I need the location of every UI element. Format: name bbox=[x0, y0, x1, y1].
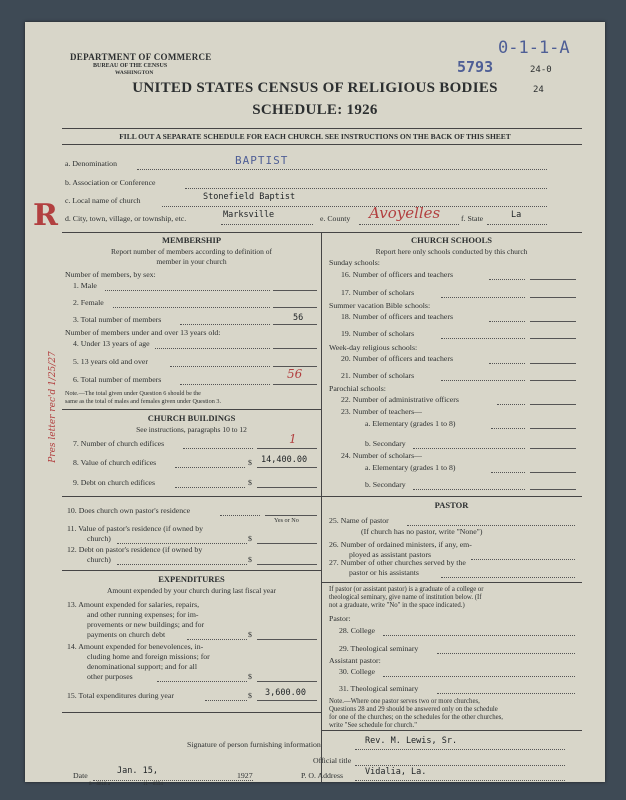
signature-line bbox=[355, 749, 565, 750]
bottom-rule-right bbox=[321, 730, 582, 731]
education-note-2: theological seminary, give name of institution below. (If bbox=[329, 594, 482, 601]
form-title: UNITED STATES CENSUS OF RELIGIOUS BODIES bbox=[132, 80, 498, 96]
members-by-age-label: Number of members under and over 13 years old: bbox=[65, 328, 221, 337]
sunday-schools-label: Sunday schools: bbox=[329, 258, 380, 267]
q3-value: 56 bbox=[293, 313, 304, 323]
reviewer-mark: R bbox=[33, 198, 58, 233]
q19-label: 19. Number of scholars bbox=[341, 329, 415, 338]
city-value: Marksville bbox=[223, 210, 275, 220]
q7-answer-line bbox=[257, 448, 317, 449]
stamp-serial: 5793 bbox=[457, 58, 494, 76]
q9-leader bbox=[175, 487, 245, 488]
membership-note-2: same as the total of males and females given under Question 3. bbox=[65, 398, 222, 405]
q23b-label: b. Secondary bbox=[365, 439, 406, 448]
q14-label: 14. Amount expended for benevolences, in- bbox=[67, 642, 204, 651]
q13-dollar: $ bbox=[248, 630, 252, 639]
q7-leader bbox=[183, 448, 253, 449]
q8-answer-line bbox=[257, 467, 317, 468]
q20-answer-line bbox=[530, 363, 576, 364]
q12-answer-line bbox=[257, 564, 317, 565]
assistant-education-label: Assistant pastor: bbox=[329, 656, 381, 665]
local-name-line bbox=[162, 206, 547, 207]
po-address-line bbox=[355, 780, 565, 781]
q12-label-cont: church) bbox=[87, 555, 111, 564]
q24a-leader bbox=[491, 472, 525, 473]
form-instruction: FILL OUT A SEPARATE SCHEDULE FOR EACH CHURCH. SEE INSTRUCTIONS ON THE BACK OF THIS SHEET bbox=[119, 132, 511, 141]
local-name-value: Stonefield Baptist bbox=[203, 192, 296, 202]
q14-dollar: $ bbox=[248, 672, 252, 681]
city-label: d. City, town, village, or township, etc. bbox=[65, 214, 187, 223]
q10-leader bbox=[220, 515, 260, 516]
q18-answer-line bbox=[530, 321, 576, 322]
pastor-note-4: write "See schedule for church." bbox=[329, 722, 418, 729]
q31-line bbox=[437, 693, 575, 694]
q7-label: 7. Number of church edifices bbox=[73, 439, 165, 448]
form-number-2: 11—8554 bbox=[143, 782, 163, 787]
signature-label: Signature of person furnishing information bbox=[187, 740, 321, 749]
q29-label: 29. Theological seminary bbox=[339, 644, 419, 653]
q14-label-2: cluding home and foreign missions; for bbox=[87, 652, 210, 661]
buildings-subheading: See instructions, paragraphs 10 to 12 bbox=[136, 425, 247, 434]
q23b-leader bbox=[413, 448, 525, 449]
ref-number-1: 24-0 bbox=[530, 65, 552, 75]
q16-answer-line bbox=[530, 279, 576, 280]
schools-heading: CHURCH SCHOOLS bbox=[411, 235, 492, 245]
local-name-label: c. Local name of church bbox=[65, 196, 141, 205]
county-line bbox=[359, 224, 459, 225]
bureau-heading: BUREAU OF THE CENSUS bbox=[93, 63, 168, 69]
q8-value: 14,400.00 bbox=[261, 455, 308, 465]
q12-leader bbox=[117, 564, 247, 565]
q6-leader bbox=[180, 384, 270, 385]
official-title-label: Official title bbox=[313, 756, 352, 765]
q15-value: 3,600.00 bbox=[265, 688, 306, 698]
membership-intro-1: Report number of members according to definition of bbox=[111, 247, 272, 256]
schools-subheading: Report here only schools conducted by this church bbox=[375, 247, 528, 256]
q30-line bbox=[383, 676, 575, 677]
state-value: La bbox=[511, 210, 522, 220]
state-label: f. State bbox=[461, 214, 484, 223]
q15-label: 15. Total expenditures during year bbox=[67, 691, 174, 700]
association-line bbox=[185, 188, 547, 189]
q11-leader bbox=[117, 543, 247, 544]
weekday-schools-label: Week-day religious schools: bbox=[329, 343, 418, 352]
census-schedule-sheet bbox=[25, 22, 605, 787]
q21-leader bbox=[441, 380, 525, 381]
county-label: e. County bbox=[320, 214, 351, 223]
q31-label: 31. Theological seminary bbox=[339, 684, 419, 693]
q10-answer-line bbox=[265, 515, 317, 516]
q22-leader bbox=[497, 404, 525, 405]
pastor-note-3: for one of the churches; on the schedules for the other churches, bbox=[329, 714, 504, 721]
q29-line bbox=[437, 653, 575, 654]
q26-label: 26. Number of ordained ministers, if any, em- bbox=[329, 540, 472, 549]
q22-answer-line bbox=[530, 404, 576, 405]
q13-label-2: and other running expenses; for im- bbox=[87, 610, 199, 619]
q16-leader bbox=[489, 279, 525, 280]
q27-line bbox=[441, 577, 575, 578]
q6-answer-line bbox=[273, 384, 317, 385]
buildings-heading: CHURCH BUILDINGS bbox=[147, 413, 236, 423]
q13-label-4: payments on church debt bbox=[87, 630, 166, 639]
date-label: Date bbox=[73, 771, 88, 780]
date-line bbox=[93, 780, 253, 781]
expenditures-rule bbox=[62, 570, 321, 571]
yes-no-hint: Yes or No bbox=[274, 517, 299, 524]
q22-label: 22. Number of administrative officers bbox=[341, 395, 459, 404]
q26-label-cont: ployed as assistant pastors bbox=[349, 550, 432, 559]
q23-label: 23. Number of teachers— bbox=[341, 407, 422, 416]
q14-label-4: other purposes bbox=[87, 672, 133, 681]
pastor-heading: PASTOR bbox=[434, 500, 469, 510]
q27-label: 27. Number of other churches served by the bbox=[329, 558, 466, 567]
q24a-answer-line bbox=[530, 472, 576, 473]
q9-label: 9. Debt on church edifices bbox=[73, 478, 156, 487]
q4-answer-line bbox=[273, 348, 317, 349]
q16-label: 16. Number of officers and teachers bbox=[341, 270, 454, 279]
q17-answer-line bbox=[530, 297, 576, 298]
q6-label: 6. Total number of members bbox=[73, 375, 162, 384]
state-line bbox=[487, 224, 547, 225]
membership-intro-2: member in your church bbox=[156, 257, 227, 266]
q17-label: 17. Number of scholars bbox=[341, 288, 415, 297]
q10-label: 10. Does church own pastor's residence bbox=[67, 506, 191, 515]
ref-number-2: 24 bbox=[533, 85, 544, 95]
q17-leader bbox=[441, 297, 525, 298]
denomination-value: BAPTIST bbox=[235, 154, 289, 167]
q6-value: 56 bbox=[287, 367, 303, 381]
department-heading: DEPARTMENT OF COMMERCE bbox=[70, 52, 212, 62]
q11-label: 11. Value of pastor's residence (if owned by bbox=[67, 524, 204, 533]
q13-label-3: provements or new buildings; and for bbox=[87, 620, 205, 629]
q30-label: 30. College bbox=[339, 667, 375, 676]
q11-dollar: $ bbox=[248, 534, 252, 543]
q1-label: 1. Male bbox=[73, 281, 97, 290]
q24b-label: b. Secondary bbox=[365, 480, 406, 489]
q14-answer-line bbox=[257, 681, 317, 682]
q24b-leader bbox=[413, 489, 525, 490]
header-rule-bottom bbox=[62, 144, 582, 145]
year-value: 1927 bbox=[237, 771, 253, 780]
form-subtitle: SCHEDULE: 1926 bbox=[252, 102, 378, 118]
header-rule-top bbox=[62, 128, 582, 129]
q23a-answer-line bbox=[530, 428, 576, 429]
q8-dollar: $ bbox=[248, 458, 252, 467]
date-value: Jan. 15, bbox=[117, 766, 158, 776]
q23a-leader bbox=[491, 428, 525, 429]
q14-leader bbox=[157, 681, 247, 682]
membership-heading: MEMBERSHIP bbox=[161, 235, 222, 245]
q14-label-3: denominational support; and for all bbox=[87, 662, 197, 671]
q5-label: 5. 13 years old and over bbox=[73, 357, 148, 366]
signature-value: Rev. M. Lewis, Sr. bbox=[365, 736, 458, 746]
q15-dollar: $ bbox=[248, 691, 252, 700]
summer-schools-label: Summer vacation Bible schools: bbox=[329, 301, 431, 310]
expenditures-heading: EXPENDITURES bbox=[158, 574, 225, 584]
q26-line bbox=[471, 559, 575, 560]
q7-value: 1 bbox=[289, 432, 297, 446]
q3-label: 3. Total number of members bbox=[73, 315, 162, 324]
city-heading: WASHINGTON bbox=[115, 70, 154, 76]
q13-leader bbox=[187, 639, 247, 640]
education-rule bbox=[321, 582, 582, 583]
q23a-label: a. Elementary (grades 1 to 8) bbox=[365, 419, 456, 428]
city-line bbox=[221, 224, 313, 225]
q1-leader bbox=[105, 290, 270, 291]
official-title-line bbox=[355, 765, 565, 766]
q21-label: 21. Number of scholars bbox=[341, 371, 415, 380]
q24-label: 24. Number of scholars— bbox=[341, 451, 422, 460]
q9-dollar: $ bbox=[248, 478, 252, 487]
q3-answer-line bbox=[273, 324, 317, 325]
q13-label: 13. Amount expended for salaries, repairs, bbox=[67, 600, 200, 609]
q2-label: 2. Female bbox=[73, 298, 104, 307]
section-rule-top bbox=[62, 232, 582, 233]
form-number: 8—8818 a bbox=[89, 782, 110, 787]
q20-leader bbox=[489, 363, 525, 364]
margin-note: Pres letter rec'd 1/25/27 bbox=[47, 351, 58, 463]
education-note-3: not a graduate, write "No" in the space indicated.) bbox=[329, 602, 465, 609]
parochial-schools-label: Parochial schools: bbox=[329, 384, 386, 393]
q19-leader bbox=[441, 338, 525, 339]
q2-answer-line bbox=[273, 307, 317, 308]
buildings-rule bbox=[62, 409, 321, 410]
q5-leader bbox=[170, 366, 270, 367]
q24b-answer-line bbox=[530, 489, 576, 490]
q15-leader bbox=[205, 700, 247, 701]
q24a-label: a. Elementary (grades 1 to 8) bbox=[365, 463, 456, 472]
q19-answer-line bbox=[530, 338, 576, 339]
county-value: Avoyelles bbox=[369, 204, 441, 222]
q18-label: 18. Number of officers and teachers bbox=[341, 312, 454, 321]
q21-answer-line bbox=[530, 380, 576, 381]
q2-leader bbox=[113, 307, 270, 308]
education-note-1: If pastor (or assistant pastor) is a graduate of a college or bbox=[329, 586, 484, 593]
denomination-label: a. Denomination bbox=[65, 159, 117, 168]
q20-label: 20. Number of officers and teachers bbox=[341, 354, 454, 363]
q12-label: 12. Debt on pastor's residence (if owned by bbox=[67, 545, 203, 554]
q15-answer-line bbox=[257, 700, 317, 701]
q1-answer-line bbox=[273, 290, 317, 291]
bottom-rule-left bbox=[62, 712, 321, 713]
q13-answer-line bbox=[257, 639, 317, 640]
q9-answer-line bbox=[257, 487, 317, 488]
q28-label: 28. College bbox=[339, 626, 375, 635]
q8-leader bbox=[175, 467, 245, 468]
q8-label: 8. Value of church edifices bbox=[73, 458, 157, 467]
q23b-answer-line bbox=[530, 448, 576, 449]
expenditures-subheading: Amount expended by your church during last fiscal year bbox=[106, 586, 277, 595]
pastor-note-2: Questions 28 and 29 should be answered only on the schedule bbox=[329, 706, 498, 713]
q18-leader bbox=[489, 321, 525, 322]
po-address-value: Vidalia, La. bbox=[365, 767, 427, 777]
q12-dollar: $ bbox=[248, 555, 252, 564]
q25-line bbox=[407, 525, 575, 526]
pastor-rule bbox=[321, 496, 582, 497]
q28-line bbox=[383, 635, 575, 636]
pastor-note-1: Note.—Where one pastor serves two or more churches, bbox=[329, 698, 480, 705]
denomination-line bbox=[137, 169, 547, 170]
q27-label-cont: pastor or his assistants bbox=[349, 568, 419, 577]
q25-note: (If church has no pastor, write "None") bbox=[361, 527, 483, 536]
q4-leader bbox=[155, 348, 270, 349]
association-label: b. Association or Conference bbox=[65, 178, 156, 187]
stamp-code: 0-1-1-A bbox=[498, 38, 570, 58]
q11-answer-line bbox=[257, 543, 317, 544]
members-by-sex-label: Number of members, by sex: bbox=[65, 270, 156, 279]
q11-label-cont: church) bbox=[87, 534, 111, 543]
residence-rule bbox=[62, 496, 321, 497]
q25-label: 25. Name of pastor bbox=[329, 516, 389, 525]
q3-leader bbox=[180, 324, 270, 325]
po-address-label: P. O. Address bbox=[301, 771, 344, 780]
q4-label: 4. Under 13 years of age bbox=[73, 339, 150, 348]
pastor-education-label: Pastor: bbox=[329, 614, 351, 623]
membership-note-1: Note.—The total given under Question 6 should be the bbox=[65, 390, 201, 397]
